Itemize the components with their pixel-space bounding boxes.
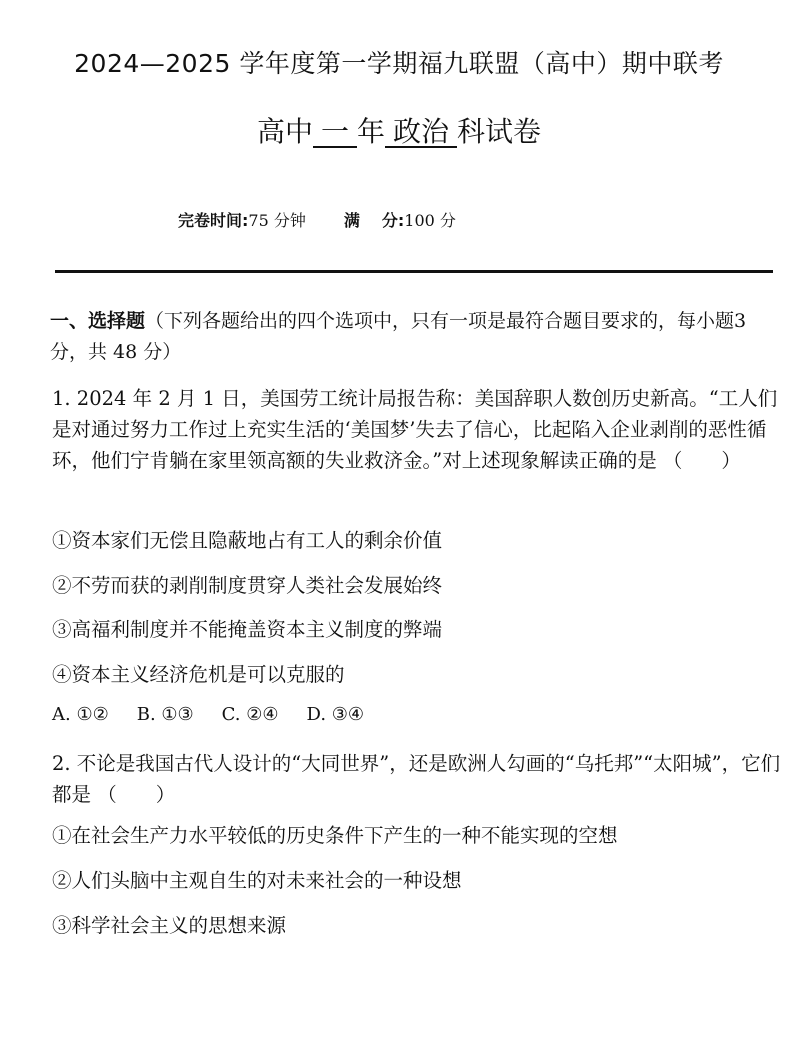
time-label: 完卷时间: — [178, 211, 249, 230]
question-2-option-3: ③科学社会主义的思想来源 — [52, 914, 287, 937]
choice-a: A. ①② — [52, 704, 109, 725]
question-1-option-2: ②不劳而获的剥削制度贯穿人类社会发展始终 — [52, 574, 443, 597]
choice-c: C. ②④ — [221, 704, 279, 725]
subtitle-year-char: 年 — [356, 115, 385, 148]
subtitle-suffix: 科试卷 — [457, 115, 542, 148]
score-label-1: 满 — [343, 211, 360, 230]
section-title: 一、选择题 — [50, 310, 146, 332]
subject-blank: 政治 — [385, 117, 457, 148]
section-heading — [50, 306, 780, 368]
question-1-choices — [52, 704, 392, 725]
exam-info — [178, 208, 456, 231]
subtitle-prefix: 高中 — [256, 115, 313, 148]
section-instruction: （下列各题给出的四个选项中，只有一项是最符合题目要求的，每小题3分，共 48 分） — [50, 310, 747, 363]
header-divider — [55, 270, 773, 273]
score-label-2: 分: — [381, 211, 405, 230]
time-value: 75 分钟 — [248, 211, 306, 230]
question-1-option-4: ④资本主义经济危机是可以克服的 — [52, 663, 345, 686]
question-1-option-1: ①资本家们无偿且隐蔽地占有工人的剩余价值 — [52, 529, 443, 552]
question-2-option-2: ②人们头脑中主观自生的对未来社会的一种设想 — [52, 869, 462, 892]
grade-blank: 一 — [313, 117, 357, 148]
question-1-option-3: ③高福利制度并不能掩盖资本主义制度的弊端 — [52, 618, 443, 641]
question-2-stem: 2. 不论是我国古代人设计的“大同世界”，还是欧洲人勾画的“乌托邦”“太阳城”，它们都是 （ ） — [52, 752, 781, 806]
question-2-option-1: ①在社会生产力水平较低的历史条件下产生的一种不能实现的空想 — [52, 824, 618, 847]
exam-title: 2024—2025 学年度第一学期福九联盟（高中）期中联考 — [74, 49, 724, 78]
question-1-stem: 1. 2024 年 2 月 1 日，美国劳工统计局报告称：美国辞职人数创历史新高。“工人们是对通过努力工作过上充实生活的‘美国梦’失去了信心，比起陷入企业剥削的恶性循环，他们宁肯躺在家里领高额的失业救济金。”对上述现象解读正确的是 （ ） — [52, 387, 778, 472]
choice-b: B. ①③ — [136, 704, 194, 725]
choice-d: D. ③④ — [306, 704, 365, 725]
exam-subtitle — [0, 110, 798, 150]
score-value: 100 分 — [404, 211, 456, 230]
